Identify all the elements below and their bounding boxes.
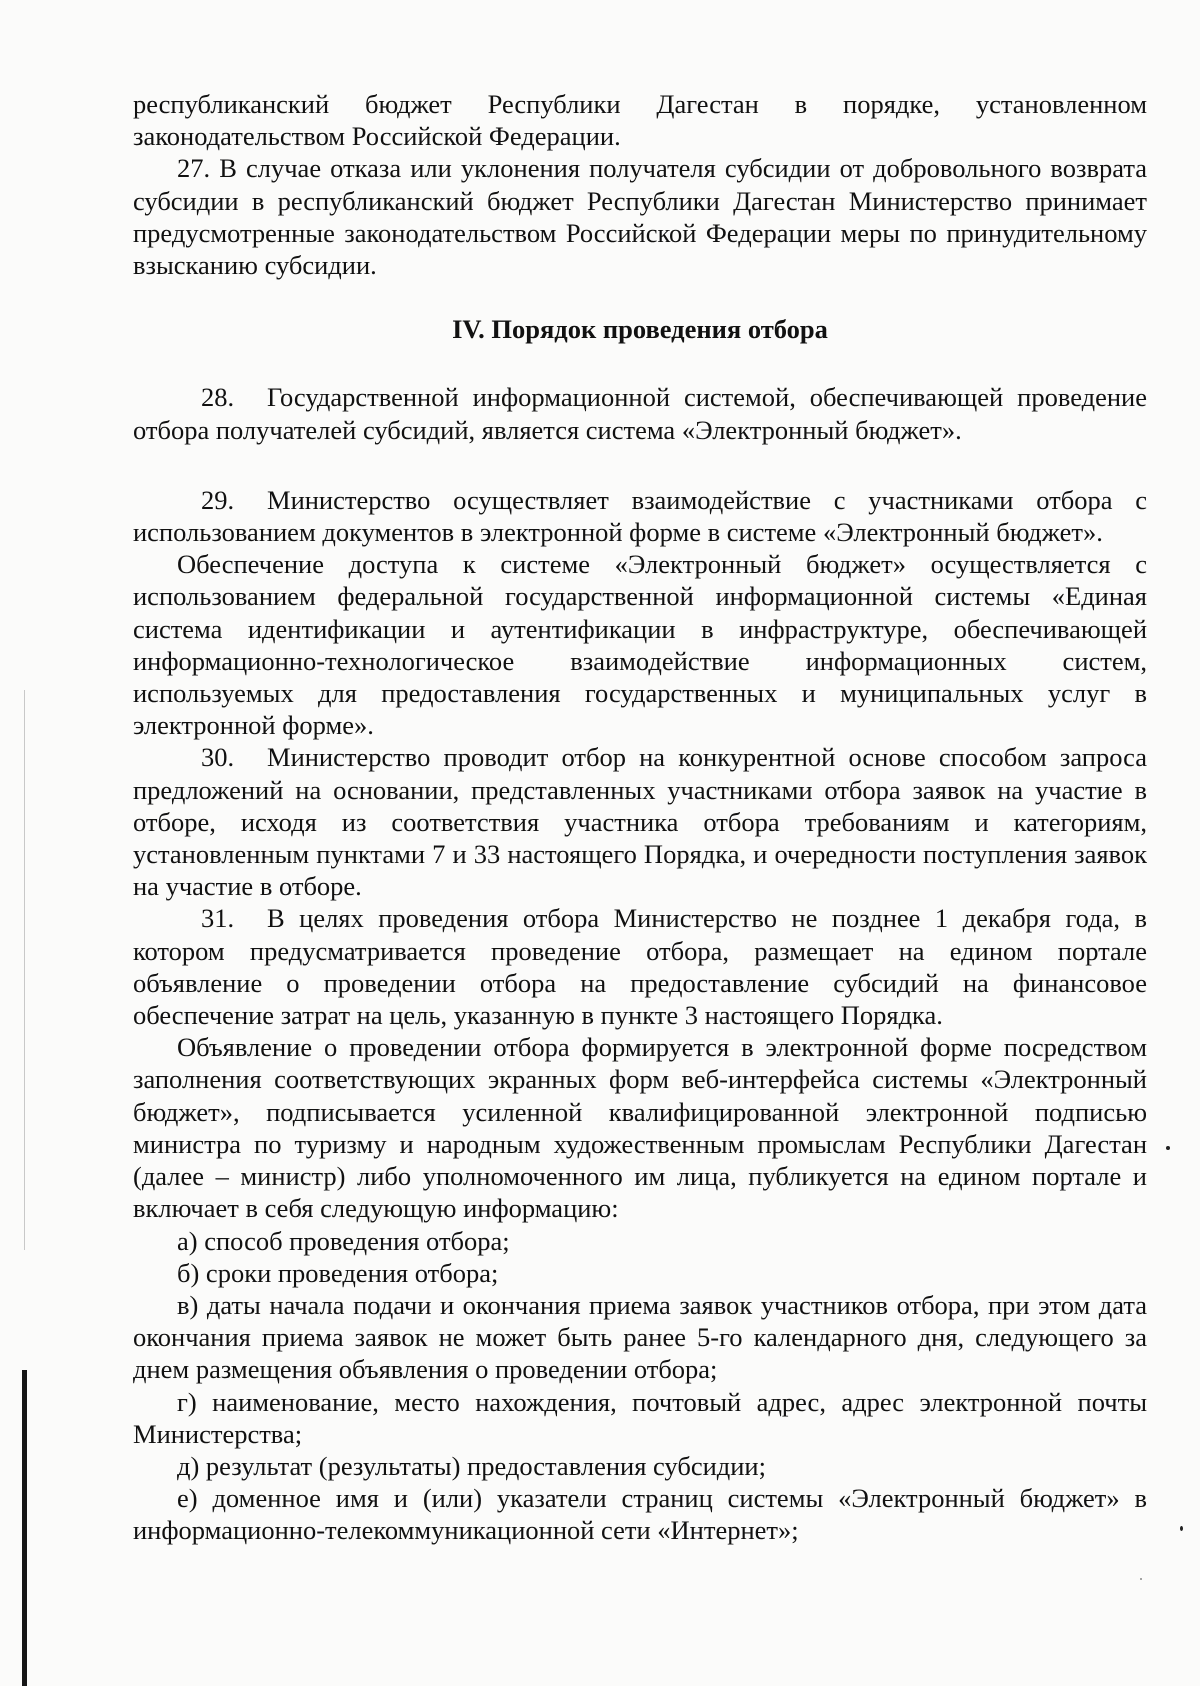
- clause-28: [133, 381, 1147, 445]
- clause-text: Министерство осуществляет взаимодействие с участниками отбора с использованием документов в электронной форме в системе «Электронный бюджет».: [133, 484, 1147, 548]
- clause-text: Министерство проводит отбор на конкурентной основе способом запроса предложений на основании, представленных участниками отбора заявок на участие в отборе, исходя из соответствия участника отбора требованиям и категориям, установленным пунктами 7 и 33 настоящего Порядка, и очередности поступления заявок на участие в отборе.: [133, 742, 1147, 902]
- section-heading: IV. Порядок проведения отбора: [452, 314, 828, 345]
- scan-edge-bar: [22, 1370, 27, 1686]
- list-item-v: в) даты начала подачи и окончания приема заявок участников отбора, при этом дата окончания приема заявок не может быть ранее 5-го календарного дня, следующего за днем размещения объявления о проведении отбора;: [133, 1289, 1147, 1385]
- list-item-b: б) сроки проведения отбора;: [177, 1257, 499, 1288]
- paragraph-announcement: Объявление о проведении отбора формируется в электронной форме посредством заполнения соответствующих экранных форм веб-интерфейса системы «Электронный бюджет», подписывается усиленной квалифицированной электронной подписью министра по туризму и народным художественным промыслам Республики Дагестан (далее – министр) либо уполномоченного им лица, публикуется на едином портале и включает в себя следующую информацию:: [133, 1032, 1147, 1224]
- clause-text: Государственной информационной системой, обеспечивающей проведение отбора получателей субсидий, является система «Электронный бюджет».: [133, 382, 1147, 445]
- clause-29: [133, 484, 1147, 548]
- clause-number: 31.: [201, 903, 235, 934]
- clause-number: 29.: [201, 484, 235, 515]
- list-item-a: а) способ проведения отбора;: [177, 1225, 510, 1256]
- document-body: [133, 88, 1147, 1547]
- clause-number: 28.: [201, 382, 235, 413]
- clause-31: [133, 902, 1147, 1031]
- scan-speck: [1140, 1578, 1142, 1580]
- scan-speck: [1180, 1526, 1183, 1531]
- paragraph-continuation: республиканский бюджет Республики Дагестан в порядке, установленном законодательством Российской Федерации.: [133, 89, 1147, 152]
- clause-number: 30.: [201, 742, 235, 773]
- clause-text: В целях проведения отбора Министерство не позднее 1 декабря года, в котором предусматривается проведение отбора, размещает на едином портале объявление о проведении отбора на предоставление субсидий на финансовое обеспечение затрат на цель, указанную в пункте 3 настоящего Порядка.: [133, 903, 1147, 1031]
- list-item-e: е) доменное имя и (или) указатели страниц системы «Электронный бюджет» в информационно-телекоммуникационной сети «Интернет»;: [133, 1483, 1147, 1546]
- paragraph-access: Обеспечение доступа к системе «Электронный бюджет» осуществляется с использованием федеральной государственной информационной системы «Единая система идентификации и аутентификации в инфраструктуре, обеспечивающей информационно-технологическое взаимодействие информационных систем, используемых для предоставления государственных и муниципальных услуг в электронной форме».: [133, 549, 1147, 741]
- clause-30: [133, 741, 1147, 902]
- scan-speck: [1166, 1146, 1170, 1150]
- list-item-g: г) наименование, место нахождения, почтовый адрес, адрес электронной почты Министерства;: [133, 1386, 1147, 1449]
- clause-27: 27. В случае отказа или уклонения получателя субсидии от добровольного возврата субсидии в республиканский бюджет Республики Дагестан Министерство принимает предусмотренные законодательством Российской Федерации меры по принудительному взысканию субсидии.: [133, 153, 1147, 281]
- list-item-d: д) результат (результаты) предоставления субсидии;: [177, 1450, 766, 1481]
- scan-edge-shadow: [24, 690, 25, 1250]
